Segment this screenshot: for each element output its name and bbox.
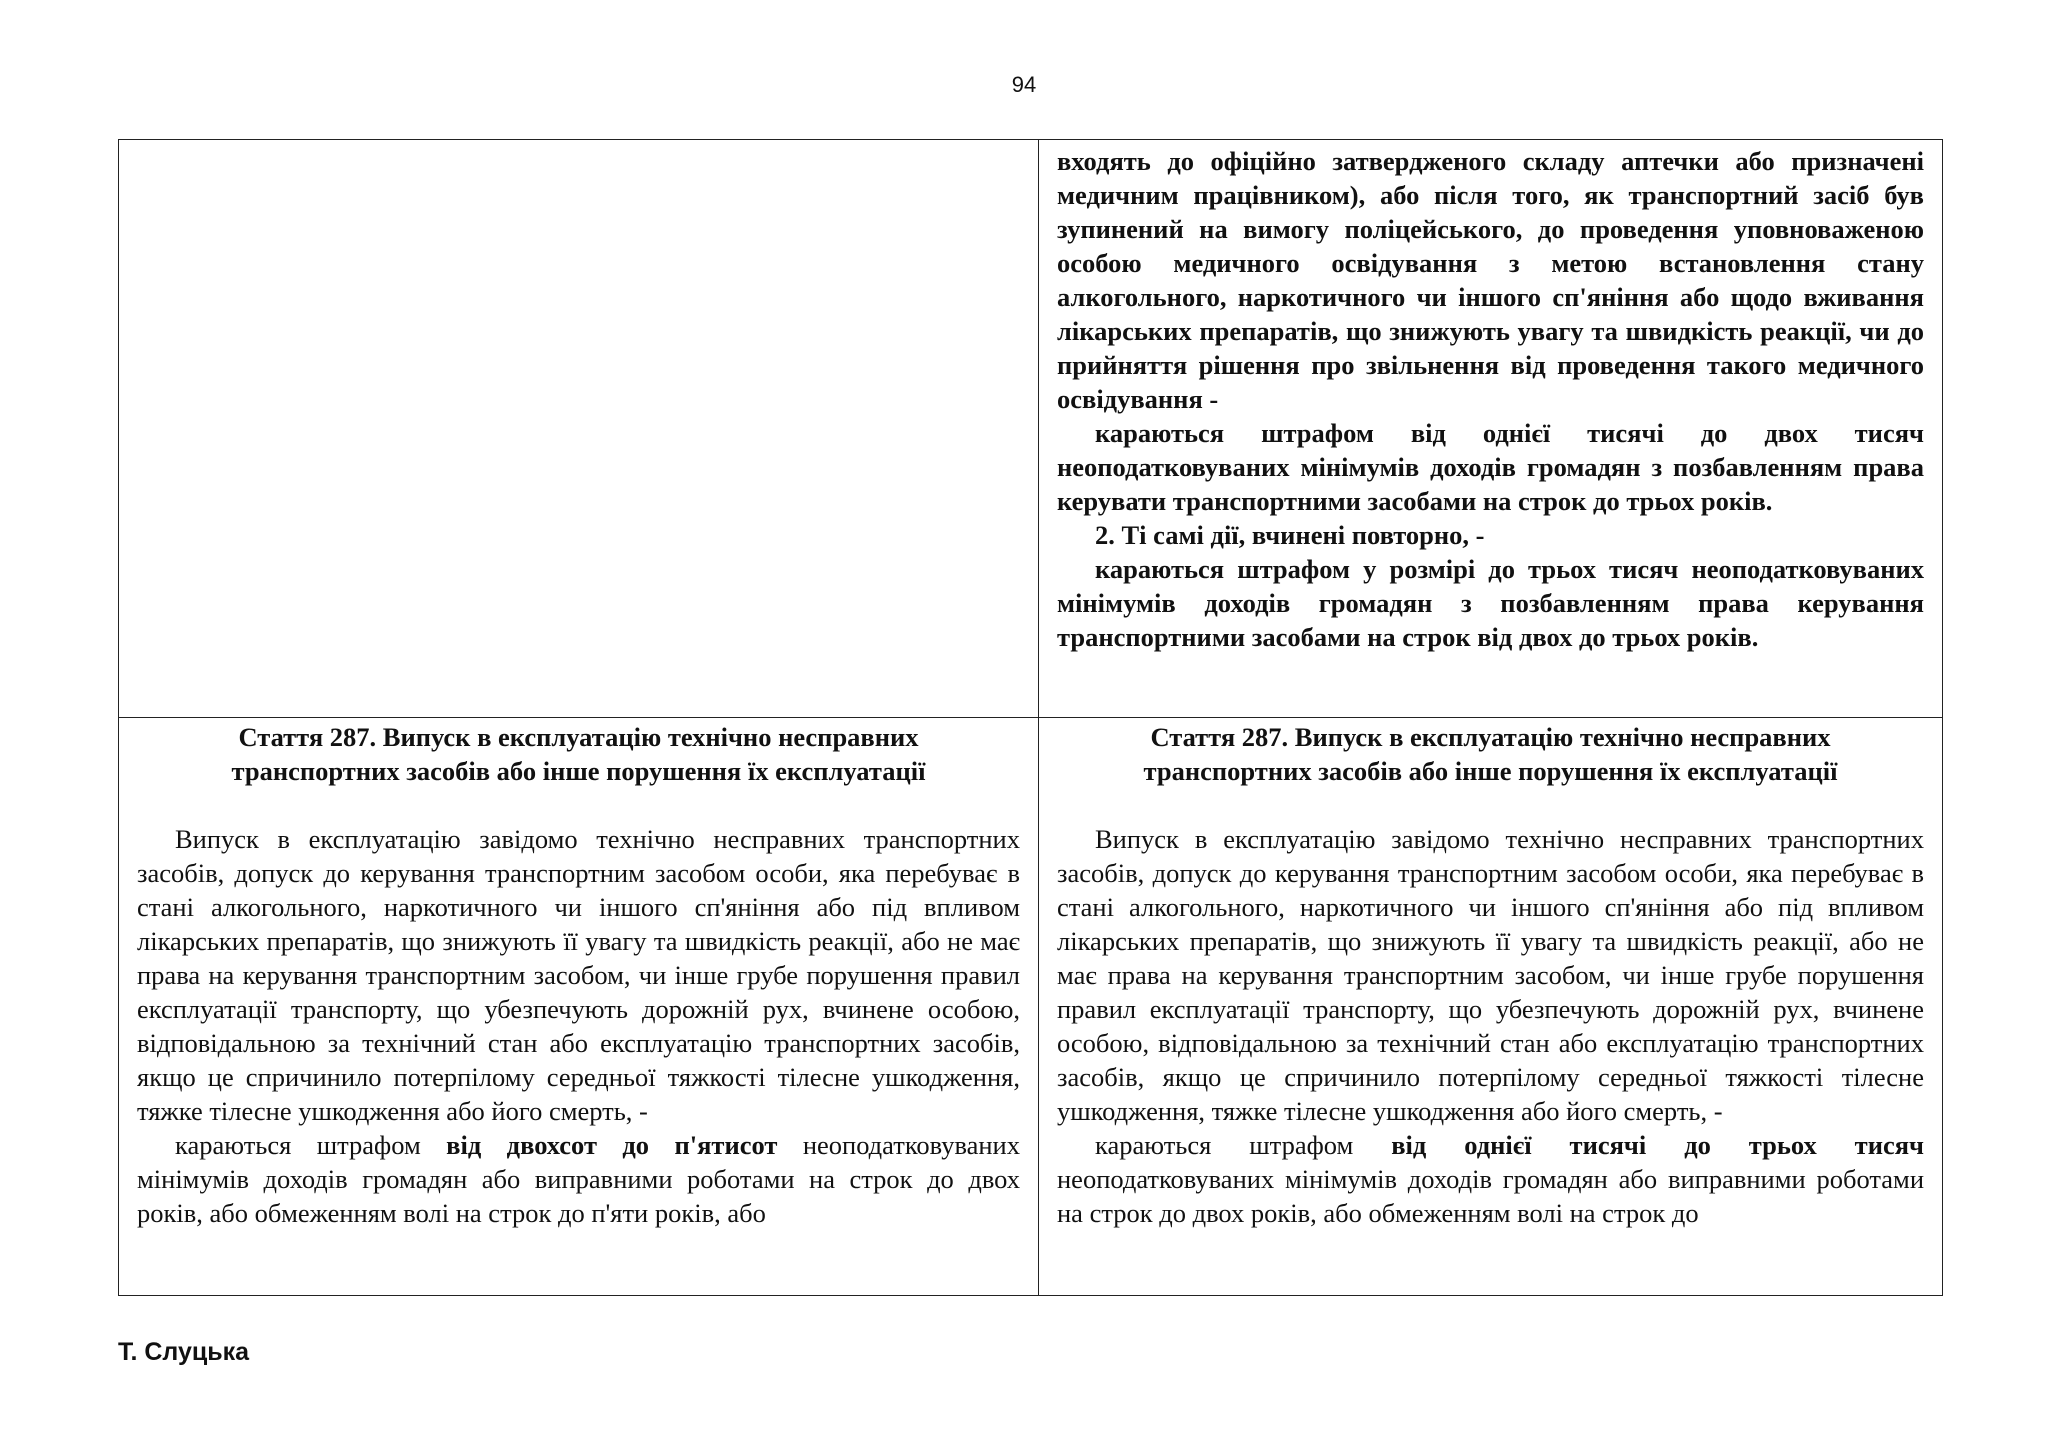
- article-title: [137, 720, 1020, 788]
- penalty-amount: від двохсот до п'ятисот: [446, 1130, 778, 1160]
- article-penalty: [137, 1128, 1020, 1230]
- page-number: 94: [1011, 72, 1037, 97]
- table-row: [119, 718, 1943, 1296]
- article-title-line-1: Стаття 287. Випуск в експлуатацію технічно несправних: [1150, 722, 1831, 752]
- penalty-suffix: неоподатковуваних мінімумів доходів громадян або виправними роботами на строк до двох років, або обмеженням волі на строк до п'яти років, або: [137, 1130, 1020, 1228]
- article-title-line-1: Стаття 287. Випуск в експлуатацію технічно несправних: [238, 722, 919, 752]
- penalty-suffix: неоподатковуваних мінімумів доходів громадян або виправними роботами на строк до двох років, або обмеженням волі на строк до: [1057, 1164, 1924, 1228]
- penalty-prefix: караються штрафом: [175, 1130, 421, 1160]
- penalty-text: караються штрафом від однієї тисячі до двох тисяч неоподатковуваних мінімумів доходів громадян з позбавленням права керувати транспортними засобами на строк до трьох років.: [1057, 418, 1924, 516]
- table-cell-proposed-wording: [1039, 718, 1943, 1296]
- part-2-text: 2. Ті самі дії, вчинені повторно, -: [1095, 520, 1485, 550]
- article-body: Випуск в експлуатацію завідомо технічно несправних транспортних засобів, допуск до керування транспортним засобом особи, яка перебуває в стані алкогольного, наркотичного чи іншого сп'яніння або під впливом лікарських препаратів, що знижують її увагу та швидкість реакції, або не має права на керування транспортним засобом, чи інше грубе порушення правил експлуатації транспорту, що убезпечують дорожній рух, вчинене особою, відповідальною за технічний стан або експлуатацію транспортних засобів, якщо це спричинило потерпілому середньої тяжкості тілесне ушкодження, тяжке тілесне ушкодження або його смерть, -: [137, 824, 1020, 1126]
- penalty-amount: від однієї тисячі до трьох тисяч: [1391, 1130, 1925, 1160]
- article-body: Випуск в експлуатацію завідомо технічно несправних транспортних засобів, допуск до керування транспортним засобом особи, яка перебуває в стані алкогольного, наркотичного чи іншого сп'яніння або під впливом лікарських препаратів, що знижують її увагу та швидкість реакції, або не має права на керування транспортним засобом, чи інше грубе порушення правил експлуатації транспорту, що убезпечують дорожній рух, вчинене особою, відповідальною за технічний стан або експлуатацію транспортних засобів, якщо це спричинило потерпілому середньої тяжкості тілесне ушкодження, тяжке тілесне ушкодження або його смерть, -: [1057, 824, 1924, 1126]
- continuation-text: входять до офіційно затвердженого складу аптечки або призначені медичним працівником), або після того, як транспортний засіб був зупинений на вимогу поліцейського, до проведення уповноваженою особою медичного освідування з метою встановлення стану алкогольного, наркотичного чи іншого сп'яніння або щодо вживання лікарських препаратів, що знижують увагу та швидкість реакції, чи до прийняття рішення про звільнення від проведення такого медичного освідування -: [1057, 146, 1924, 414]
- comparison-table: [118, 139, 1943, 1296]
- article-title: [1057, 720, 1924, 788]
- penalty-prefix: караються штрафом: [1095, 1130, 1354, 1160]
- article-penalty: [1057, 1128, 1924, 1230]
- article-title-line-2: транспортних засобів або інше порушення їх експлуатації: [231, 756, 926, 786]
- table-cell-new-wording: [1039, 140, 1943, 718]
- article-title-line-2: транспортних засобів або інше порушення їх експлуатації: [1143, 756, 1838, 786]
- table-cell-empty: [119, 140, 1039, 718]
- table-row: [119, 140, 1943, 718]
- penalty-text-2: караються штрафом у розмірі до трьох тисяч неоподатковуваних мінімумів доходів громадян з позбавленням права керування транспортними засобами на строк від двох до трьох років.: [1057, 554, 1924, 652]
- table-cell-current-wording: [119, 718, 1039, 1296]
- footer-author: Т. Слуцька: [118, 1338, 250, 1366]
